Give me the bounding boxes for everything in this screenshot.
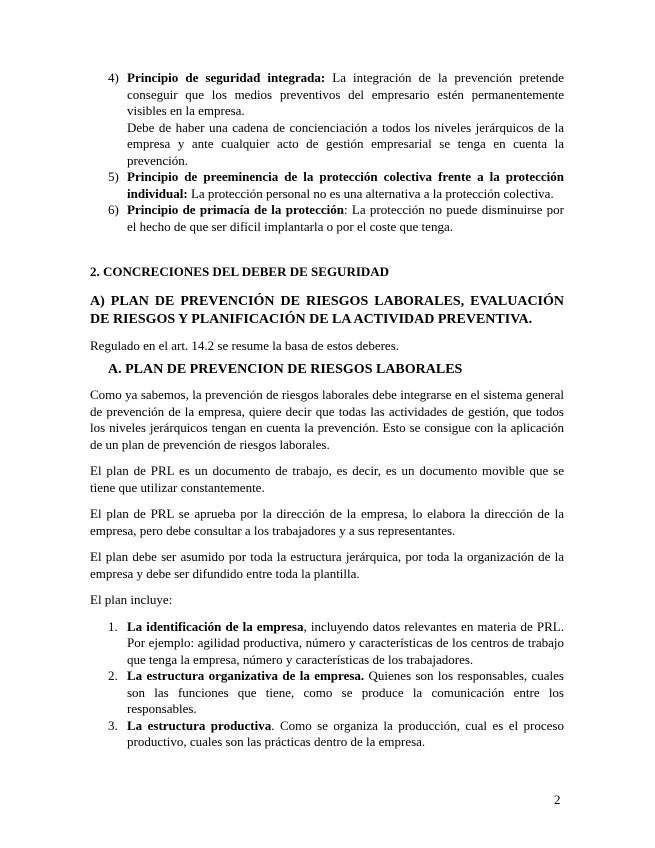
page-number: 2 (554, 792, 561, 807)
principle-extra-text: Debe de haber una cadena de concienciación a todos los niveles jerárquicos de la empresa y ante cualquier acto de gestión empresarial se tenga en cuenta la prevención. (127, 119, 564, 168)
paragraph: El plan incluye: (90, 592, 173, 607)
list-item (90, 668, 564, 718)
principle-text: : La protección no puede disminuirse por el hecho de que ser difícil implantarla o por el coste que tenga. (127, 202, 564, 234)
principle-item-6 (90, 202, 564, 235)
list-item (90, 619, 564, 669)
list-number: 1. (108, 618, 118, 634)
list-number: 2. (108, 668, 118, 683)
item-title: La identificación de la empresa (127, 618, 304, 634)
item-text: . Como se organiza la producción, cual es el proceso productivo, cuales son las prácticas dentro de la empresa. (127, 717, 564, 749)
paragraph: El plan de PRL es un documento de trabajo, es decir, es un documento movible que se tiene que utilizar constantemente. (90, 463, 564, 495)
principle-text: La integración de la prevención pretende conseguir que los medios preventivos del empresario estén permanentemente visibles en la empresa. (127, 70, 564, 118)
principle-item-4 (90, 70, 564, 169)
paragraph: Como ya sabemos, la prevención de riesgos laborales debe integrarse en el sistema general de prevención de la empresa, quiere decir que todas las actividades de gestión, que todos los niveles jerárquicos tengan en cuenta la prevención. Esto se consigue con la aplicación de un plan de prevención de riesgos laborales. (90, 387, 564, 452)
list-number: 6) (108, 202, 119, 217)
principle-title: Principio de seguridad integrada: (127, 70, 326, 85)
principle-title: Principio de preeminencia de la protección colectiva frente a la protección individual: (127, 169, 564, 201)
paragraph: El plan debe ser asumido por toda la estructura jerárquica, por toda la organización de la empresa y debe ser difundido entre toda la plantilla. (90, 549, 564, 581)
page-content (90, 70, 564, 751)
item-text: Quienes son los responsables, cuales son las funciones que tiene, como se produce la comunicación entre los responsables. (127, 668, 564, 716)
principle-title: Principio de primacía de la protección (127, 202, 344, 217)
regulated-text: Regulado en el art. 14.2 se resume la basa de estos deberes. (90, 337, 400, 353)
subsection-a-title: A) PLAN DE PREVENCIÓN DE RIESGOS LABORALES, EVALUACIÓN DE RIESGOS Y PLANIFICACIÓN DE LA ACTIVIDAD PREVENTIVA. (90, 293, 564, 327)
section-title: 2. CONCRECIONES DEL DEBER DE SEGURIDAD (90, 264, 390, 279)
item-text: , incluyendo datos relevantes en materia de PRL. Por ejemplo: agilidad productiva, número y características de los centros de trabajo que tenga la empresa, número y características de los trabajadores. (127, 618, 564, 667)
plan-heading: A. PLAN DE PREVENCION DE RIESGOS LABORALES (108, 362, 463, 377)
item-title: La estructura organizativa de la empresa. (127, 668, 365, 683)
item-title: La estructura productiva (127, 717, 272, 733)
list-number: 4) (108, 70, 119, 85)
list-number: 3. (108, 717, 118, 733)
principle-item-5 (90, 169, 564, 202)
list-number: 5) (108, 169, 119, 184)
plan-items-list (90, 619, 564, 751)
principle-text: La protección personal no es una alternativa a la protección colectiva. (187, 185, 554, 201)
principles-list (90, 70, 564, 235)
list-item (90, 718, 564, 751)
paragraph: El plan de PRL se aprueba por la dirección de la empresa, lo elabora la dirección de la empresa, pero debe consultar a los trabajadores y a sus representantes. (90, 506, 564, 538)
